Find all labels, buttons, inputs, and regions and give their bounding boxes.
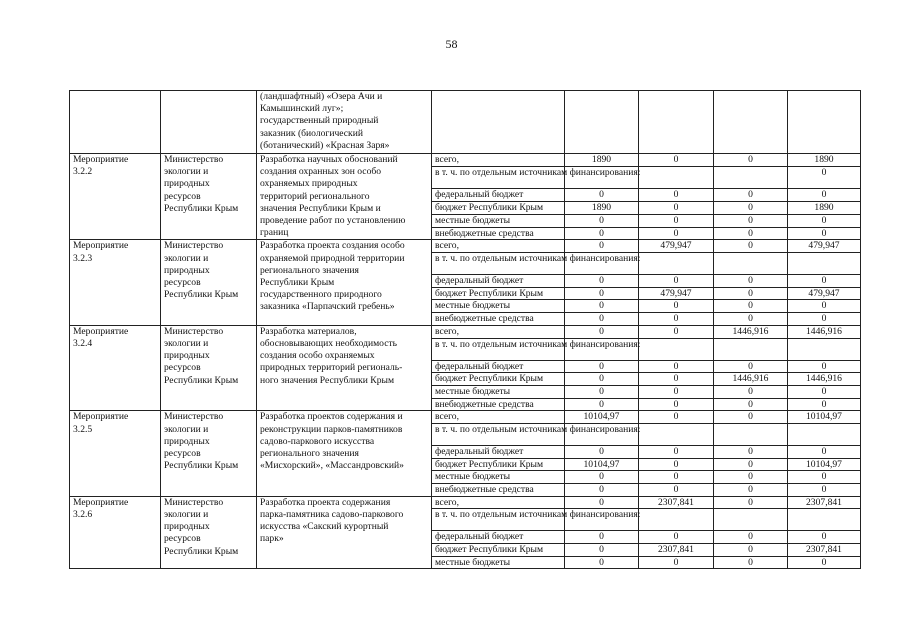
amount-cell: 0 [714, 556, 788, 569]
amount-cell: 0 [639, 445, 714, 458]
amount-cell: 0 [714, 411, 788, 424]
amount-cell: 0 [714, 398, 788, 411]
amount-cell: 0 [639, 227, 714, 240]
amount-cell: 0 [788, 556, 861, 569]
amount-cell: 0 [788, 313, 861, 326]
amount-cell: 0 [788, 275, 861, 288]
amount-cell: 10104,97 [565, 458, 639, 471]
funding-source-label: всего, [432, 154, 565, 167]
amount-cell [639, 338, 714, 360]
amount-cell: 10104,97 [565, 411, 639, 424]
empty-cell [432, 91, 565, 154]
continued-description: (ландшафтный) «Озера Ачи и Камышинский луг»; государственный природный заказник (биологический (ботанический) «Красная Заря» [257, 91, 432, 154]
empty-cell [714, 91, 788, 154]
amount-cell: 0 [788, 471, 861, 484]
amount-cell: 0 [714, 240, 788, 253]
amount-cell [788, 253, 861, 275]
amount-cell: 0 [639, 373, 714, 386]
amount-cell: 0 [639, 531, 714, 544]
amount-cell: 0 [565, 531, 639, 544]
funding-source-label: внебюджетные средства [432, 227, 565, 240]
amount-cell [639, 166, 714, 188]
amount-cell: 479,947 [788, 287, 861, 300]
amount-cell: 0 [565, 556, 639, 569]
amount-cell: 0 [788, 385, 861, 398]
amount-cell: 0 [565, 385, 639, 398]
amount-cell: 0 [565, 227, 639, 240]
funding-source-label: в т. ч. по отдельным источникам финансирования: [432, 509, 565, 531]
executor-name: Министерство экологии и природных ресурсов Республики Крым [161, 496, 257, 569]
amount-cell: 0 [788, 360, 861, 373]
amount-cell: 0 [565, 496, 639, 509]
amount-cell: 1446,916 [714, 373, 788, 386]
funding-row [70, 154, 861, 167]
amount-cell: 10104,97 [788, 458, 861, 471]
activity-label: Мероприятие 3.2.3 [70, 240, 161, 325]
funding-source-label: местные бюджеты [432, 300, 565, 313]
amount-cell: 0 [639, 385, 714, 398]
amount-cell: 0 [639, 398, 714, 411]
funding-source-label: бюджет Республики Крым [432, 287, 565, 300]
amount-cell [788, 509, 861, 531]
amount-cell: 0 [565, 189, 639, 202]
funding-source-label: федеральный бюджет [432, 189, 565, 202]
funding-source-label: внебюджетные средства [432, 398, 565, 411]
funding-source-label: федеральный бюджет [432, 445, 565, 458]
amount-cell: 10104,97 [788, 411, 861, 424]
funding-row [70, 325, 861, 338]
funding-source-label: в т. ч. по отдельным источникам финансирования: [432, 338, 565, 360]
amount-cell: 2307,841 [788, 544, 861, 557]
amount-cell [714, 253, 788, 275]
amount-cell: 1446,916 [788, 325, 861, 338]
amount-cell: 0 [639, 313, 714, 326]
funding-source-label: местные бюджеты [432, 385, 565, 398]
amount-cell [639, 423, 714, 445]
amount-cell: 0 [565, 300, 639, 313]
executor-name: Министерство экологии и природных ресурсов Республики Крым [161, 240, 257, 325]
amount-cell: 0 [565, 544, 639, 557]
amount-cell: 0 [565, 287, 639, 300]
amount-cell: 1890 [565, 201, 639, 214]
amount-cell: 0 [788, 300, 861, 313]
amount-cell: 0 [639, 458, 714, 471]
amount-cell [788, 338, 861, 360]
amount-cell: 0 [788, 166, 861, 188]
activity-label: Мероприятие 3.2.2 [70, 154, 161, 240]
amount-cell: 0 [565, 471, 639, 484]
amount-cell [639, 253, 714, 275]
amount-cell: 0 [788, 531, 861, 544]
executor-name: Министерство экологии и природных ресурсов Республики Крым [161, 154, 257, 240]
amount-cell: 0 [639, 154, 714, 167]
amount-cell: 2307,841 [639, 496, 714, 509]
amount-cell: 0 [565, 373, 639, 386]
funding-source-label: бюджет Республики Крым [432, 458, 565, 471]
funding-source-label: бюджет Республики Крым [432, 373, 565, 386]
amount-cell [714, 509, 788, 531]
activity-label: Мероприятие 3.2.4 [70, 325, 161, 410]
amount-cell: 0 [788, 484, 861, 497]
amount-cell: 1890 [788, 154, 861, 167]
funding-source-label: федеральный бюджет [432, 360, 565, 373]
amount-cell: 479,947 [788, 240, 861, 253]
continuation-row [70, 91, 861, 154]
amount-cell: 0 [714, 360, 788, 373]
amount-cell: 479,947 [639, 240, 714, 253]
funding-row [70, 496, 861, 509]
funding-source-label: бюджет Республики Крым [432, 544, 565, 557]
page-number: 58 [445, 37, 458, 51]
empty-cell [565, 91, 639, 154]
amount-cell: 0 [639, 360, 714, 373]
amount-cell: 0 [639, 201, 714, 214]
amount-cell: 0 [788, 189, 861, 202]
amount-cell: 0 [639, 556, 714, 569]
activity-description: Разработка проекта содержания парка-памятника садово-паркового искусства «Сакский курортный парк» [257, 496, 432, 569]
amount-cell: 0 [639, 214, 714, 227]
amount-cell [714, 423, 788, 445]
amount-cell: 0 [714, 275, 788, 288]
amount-cell: 0 [639, 300, 714, 313]
amount-cell: 0 [639, 471, 714, 484]
activity-description: Разработка проекта создания особо охраняемой природной территории регионального значения Республики Крым государственного природного заказника «Парпачский гребень» [257, 240, 432, 325]
amount-cell: 0 [639, 275, 714, 288]
amount-cell: 0 [565, 275, 639, 288]
empty-cell [161, 91, 257, 154]
funding-source-label: местные бюджеты [432, 214, 565, 227]
amount-cell: 0 [714, 544, 788, 557]
amount-cell: 0 [565, 445, 639, 458]
amount-cell: 0 [714, 471, 788, 484]
funding-source-label: всего, [432, 411, 565, 424]
activity-description: Разработка научных обоснований создания охранных зон особо охраняемых природных территорий регионального значения Республики Крым и проведение работ по установлению границ [257, 154, 432, 240]
amount-cell: 0 [639, 411, 714, 424]
amount-cell: 0 [639, 484, 714, 497]
funding-row [70, 411, 861, 424]
activity-label: Мероприятие 3.2.6 [70, 496, 161, 569]
funding-source-label: в т. ч. по отдельным источникам финансирования: [432, 423, 565, 445]
amount-cell [788, 423, 861, 445]
amount-cell: 0 [714, 154, 788, 167]
amount-cell: 0 [788, 398, 861, 411]
funding-source-label: местные бюджеты [432, 556, 565, 569]
activity-description: Разработка проектов содержания и реконструкции парков-памятников садово-паркового искусства регионального значения «Мисхорский», «Массандровский» [257, 411, 432, 496]
funding-row [70, 240, 861, 253]
funding-source-label: федеральный бюджет [432, 531, 565, 544]
amount-cell [714, 166, 788, 188]
amount-cell: 0 [565, 325, 639, 338]
executor-name: Министерство экологии и природных ресурсов Республики Крым [161, 325, 257, 410]
amount-cell: 0 [714, 214, 788, 227]
amount-cell: 2307,841 [639, 544, 714, 557]
amount-cell: 0 [788, 445, 861, 458]
amount-cell: 0 [788, 214, 861, 227]
amount-cell: 0 [565, 398, 639, 411]
funding-source-label: бюджет Республики Крым [432, 201, 565, 214]
amount-cell: 0 [714, 385, 788, 398]
activity-description: Разработка материалов, обосновывающих необходимость создания особо охраняемых природных территорий региональ- ного значения Республики Крым [257, 325, 432, 410]
amount-cell: 0 [565, 484, 639, 497]
amount-cell: 1446,916 [714, 325, 788, 338]
amount-cell [639, 509, 714, 531]
amount-cell [714, 338, 788, 360]
amount-cell: 0 [639, 325, 714, 338]
amount-cell: 1890 [788, 201, 861, 214]
funding-source-label: внебюджетные средства [432, 484, 565, 497]
amount-cell: 0 [565, 360, 639, 373]
funding-source-label: внебюджетные средства [432, 313, 565, 326]
amount-cell: 0 [714, 445, 788, 458]
amount-cell: 479,947 [639, 287, 714, 300]
amount-cell: 0 [714, 531, 788, 544]
amount-cell: 0 [714, 458, 788, 471]
amount-cell: 0 [714, 313, 788, 326]
amount-cell: 1446,916 [788, 373, 861, 386]
funding-source-label: всего, [432, 325, 565, 338]
amount-cell: 0 [565, 313, 639, 326]
funding-source-label: в т. ч. по отдельным источникам финансирования: [432, 253, 565, 275]
amount-cell: 1890 [565, 154, 639, 167]
funding-source-label: федеральный бюджет [432, 275, 565, 288]
amount-cell: 0 [714, 189, 788, 202]
amount-cell: 0 [714, 287, 788, 300]
amount-cell: 0 [714, 496, 788, 509]
amount-cell: 0 [714, 201, 788, 214]
amount-cell: 0 [639, 189, 714, 202]
amount-cell: 2307,841 [788, 496, 861, 509]
financing-table [69, 90, 861, 569]
funding-source-label: всего, [432, 240, 565, 253]
funding-source-label: в т. ч. по отдельным источникам финансирования: [432, 166, 565, 188]
amount-cell: 0 [565, 214, 639, 227]
empty-cell [639, 91, 714, 154]
amount-cell: 0 [565, 240, 639, 253]
executor-name: Министерство экологии и природных ресурсов Республики Крым [161, 411, 257, 496]
amount-cell: 0 [714, 227, 788, 240]
funding-source-label: всего, [432, 496, 565, 509]
amount-cell: 0 [788, 227, 861, 240]
amount-cell: 0 [714, 484, 788, 497]
empty-cell [70, 91, 161, 154]
empty-cell [788, 91, 861, 154]
amount-cell: 0 [714, 300, 788, 313]
funding-source-label: местные бюджеты [432, 471, 565, 484]
activity-label: Мероприятие 3.2.5 [70, 411, 161, 496]
